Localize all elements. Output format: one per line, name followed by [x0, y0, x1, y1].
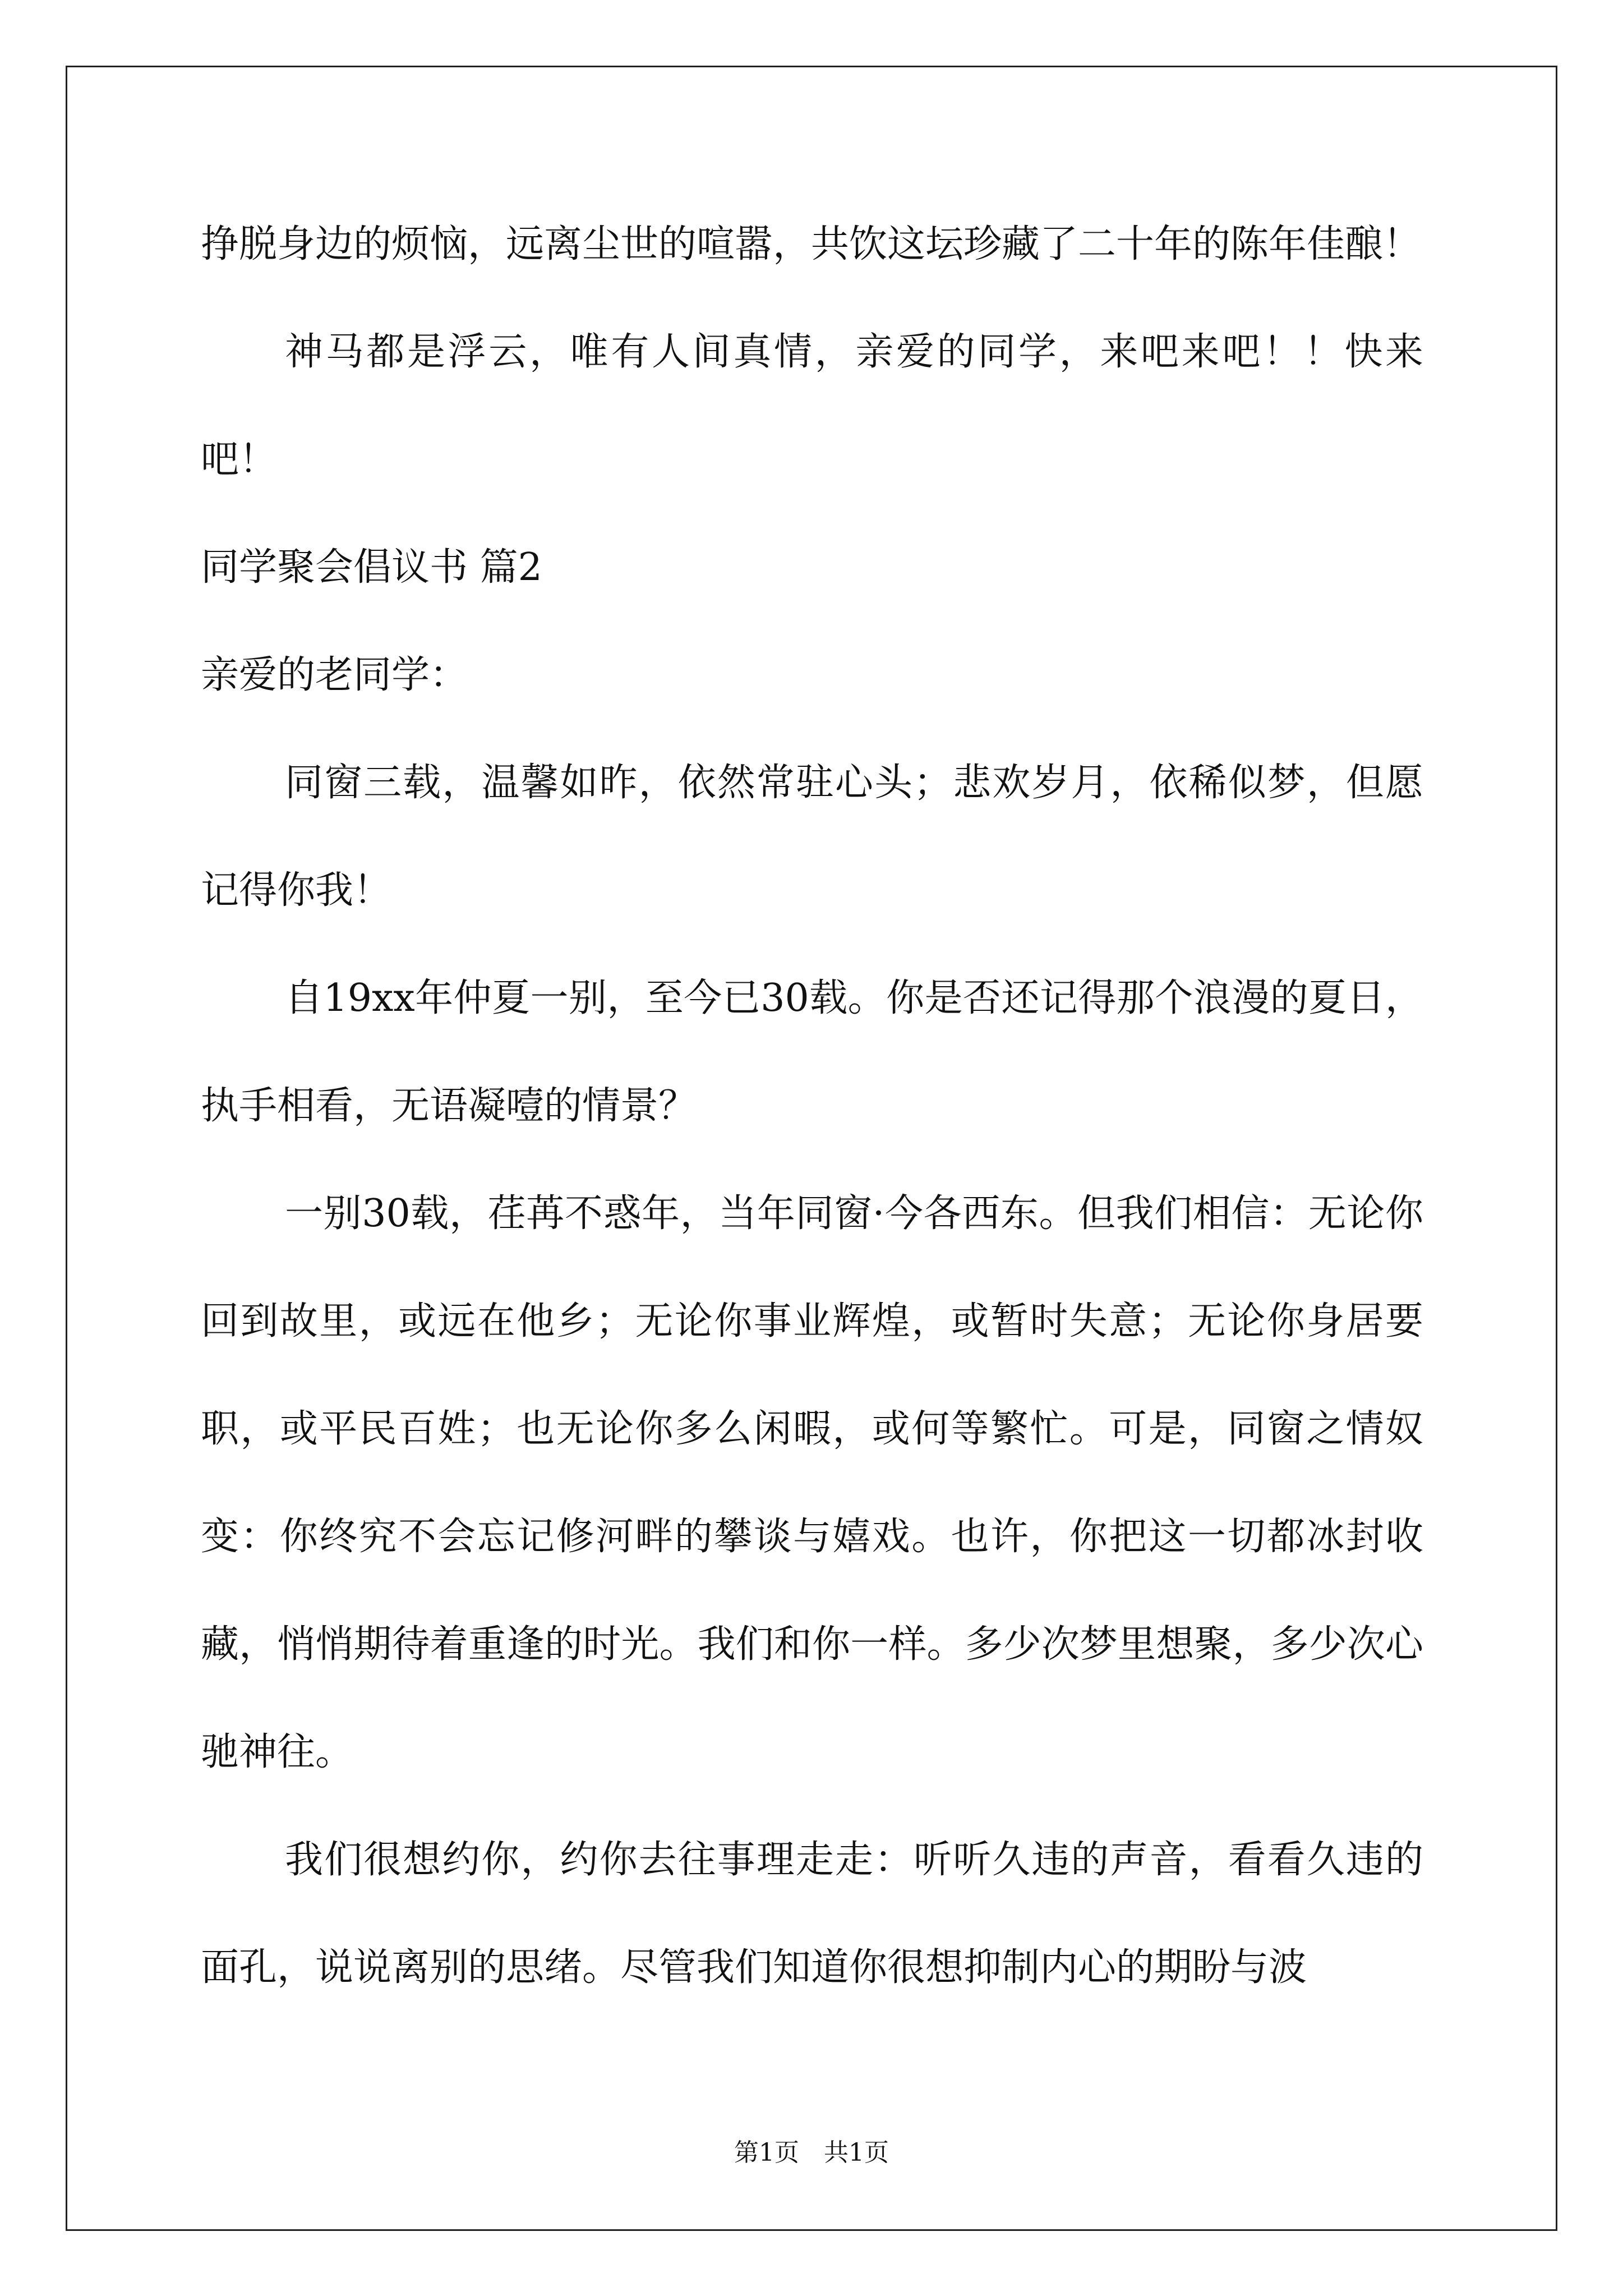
- paragraph-5: 一别30载，荏苒不惑年，当年同窗·今各西东。但我们相信：无论你回到故里，或远在他乡；无论你事业辉煌，或暂时失意；无论你身居要职，或平民百姓；也无论你多么闲暇，或何等繁忙。可是，同窗之情奴变：你终究不会忘记修河畔的攀谈与嬉戏。也许，你把这一切都冰封收藏，悄悄期待着重逢的时光。我们和你一样。多少次梦里想聚，多少次心驰神往。: [201, 1191, 1423, 1774]
- paragraph-1: 挣脱身边的烦恼，远离尘世的喧嚣，共饮这坛珍藏了二十年的陈年佳酿！: [201, 222, 1422, 266]
- paragraph-6: 我们很想约你，约你去往事理走走：听听久违的声音，看看久违的面孔，说说离别的思绪。尽管我们知道你很想抑制内心的期盼与波: [201, 1838, 1423, 1990]
- paragraph-4: 自19xx年仲夏一别，至今已30载。你是否还记得那个浪漫的夏日，执手相看，无语凝噎的情景？: [201, 976, 1423, 1128]
- paragraph-3: 同窗三载，温馨如昨，依然常驻心头；悲欢岁月，依稀似梦，但愿记得你我！: [201, 761, 1423, 913]
- section-heading: 同学聚会倡议书 篇2: [201, 545, 542, 590]
- page-footer: 第1页 共1页: [734, 2138, 889, 2167]
- salutation: 亲爱的老同学：: [201, 653, 468, 697]
- paragraph-2: 神马都是浮云，唯有人间真情，亲爱的同学，来吧来吧！！快来吧！: [201, 330, 1423, 482]
- document-body: [201, 191, 1423, 2022]
